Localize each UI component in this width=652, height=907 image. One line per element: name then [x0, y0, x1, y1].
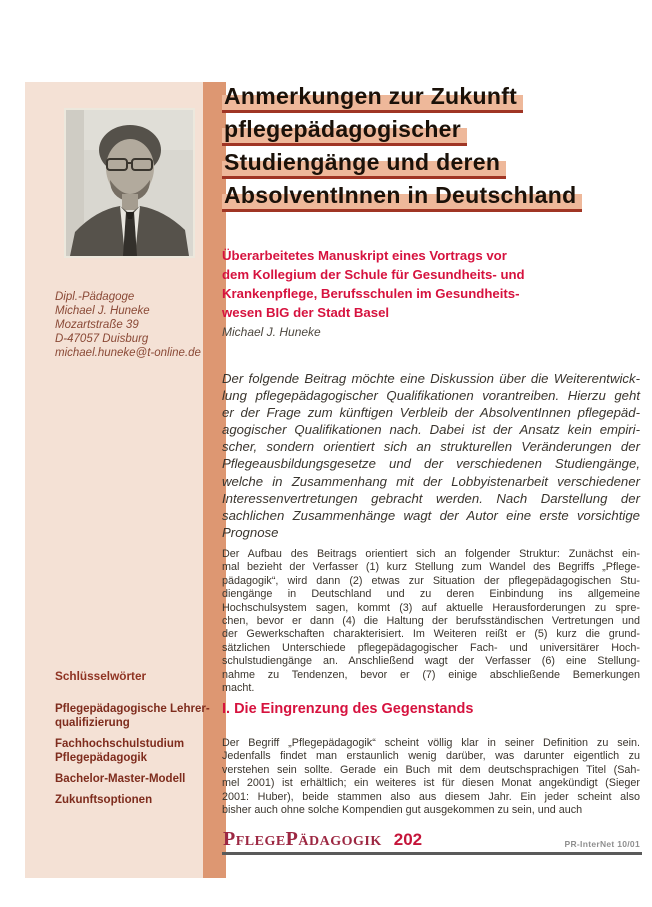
portrait-illustration — [66, 110, 193, 256]
body-paragraph: Der Begriff „Pflegepädagogik“ scheint völlig klar in seiner Definition zu sein. Jedenfalls findet man erstaunlich wenig darüber, was darunter eigentlich zu verstehen sein sollte. Gerade ein Buch mit dem deutschsprachigen Titel (Sah- mel 2001) ist erhältlich; ein weiteres ist für diesen Monat angekündigt (Sieger 2001: Huber), beide stammen also aus diesem Jahr. Ein jeder scheint also bisher auch ohne solche Kompendien gut ausgekommen zu sein, und auch — [222, 737, 640, 817]
keyword-item: Zukunftsoptionen — [55, 794, 153, 806]
journal-name: PflegePädagogik — [223, 828, 382, 850]
structure-paragraph: Der Aufbau des Beitrags orientiert sich an folgender Struktur: Zunächst ein- mal bezieht der Verfasser (1) kurz Stellung zum Wandel des Begriffs „Pflege- pädagogik“, wird dann (2) etwas zur Situation der pflegepädagogischen Stu- diengänge in Deutschland und zu deren Einbindung ins allgemeine Hochschulsystem sagen, kommt (3) auf aktuelle Herausforderungen zu spre- chen, bevor er dann (4) die Haltung der berufsständischen Vertretungen und der Gewerkschaften charakterisiert. Im Weiteren reißt er (5) kurz die grund- sätzlichen Unterschiede pflegepädagogischer Fach- und universitärer Hoch- schulstudiengänge an. Anschließend wagt der Verfasser (6) eine Stellung- nahme zu Tendenzen, bevor er (7) einige abschließende Bemerkungen macht. — [222, 548, 640, 695]
page-number: 202 — [393, 830, 423, 849]
journal-footer — [223, 828, 422, 851]
author-address: Dipl.-Pädagoge Michael J. Huneke Mozartstraße 39 D-47057 Duisburg michael.huneke@t-online.de — [55, 291, 201, 359]
keyword-item: Fachhochschulstudium Pflegepädagogik — [55, 738, 185, 764]
section-heading: I. Die Eingrenzung des Gegenstands — [222, 701, 474, 717]
keywords-list — [55, 702, 213, 814]
article-abstract: Der folgende Beitrag möchte eine Diskussion über die Weiterentwick- lung pflegepädagogischer Qualifikationen vorantreiben. Hierzu geht er der Frage zum künftigen Verbleib der AbsolventInnen pflegepäd- agogischer Qualifikationen nach. Dabei ist der Ansatz kein empiri- scher, sondern orientiert sich an strukturellen Veränderungen der Pflegeausbildungsgesetze und der verschiedenen Studiengänge, welche in Zusammenhang mit der Lobbyistenarbeit verschiedener Interessenvertretungen gebracht werden. Nach Darstellung der sachlichen Zusammenhänge wagt der Autor eine erste vorsichtige Prognose — [222, 371, 640, 540]
article-subtitle: Überarbeitetes Manuskript eines Vortrags vor dem Kollegium der Schule für Gesundheits- und Krankenpflege, Berufsschulen im Gesundheits- wesen BIG der Stadt Basel — [222, 248, 525, 320]
keyword-item: Pflegepädagogische Lehrer- qualifizierung — [55, 703, 210, 729]
keywords-heading: Schlüsselwörter — [55, 669, 147, 683]
footer-rule — [222, 852, 642, 855]
article-title: Anmerkungen zur Zukunft pflegepädagogischer Studiengänge und deren AbsolventInnen in Deutschland — [222, 84, 652, 216]
author-portrait-photo — [64, 108, 195, 258]
article-byline: Michael J. Huneke — [222, 325, 321, 339]
keyword-item: Bachelor-Master-Modell — [55, 773, 186, 785]
issue-label: PR-InterNet 10/01 — [564, 839, 640, 849]
